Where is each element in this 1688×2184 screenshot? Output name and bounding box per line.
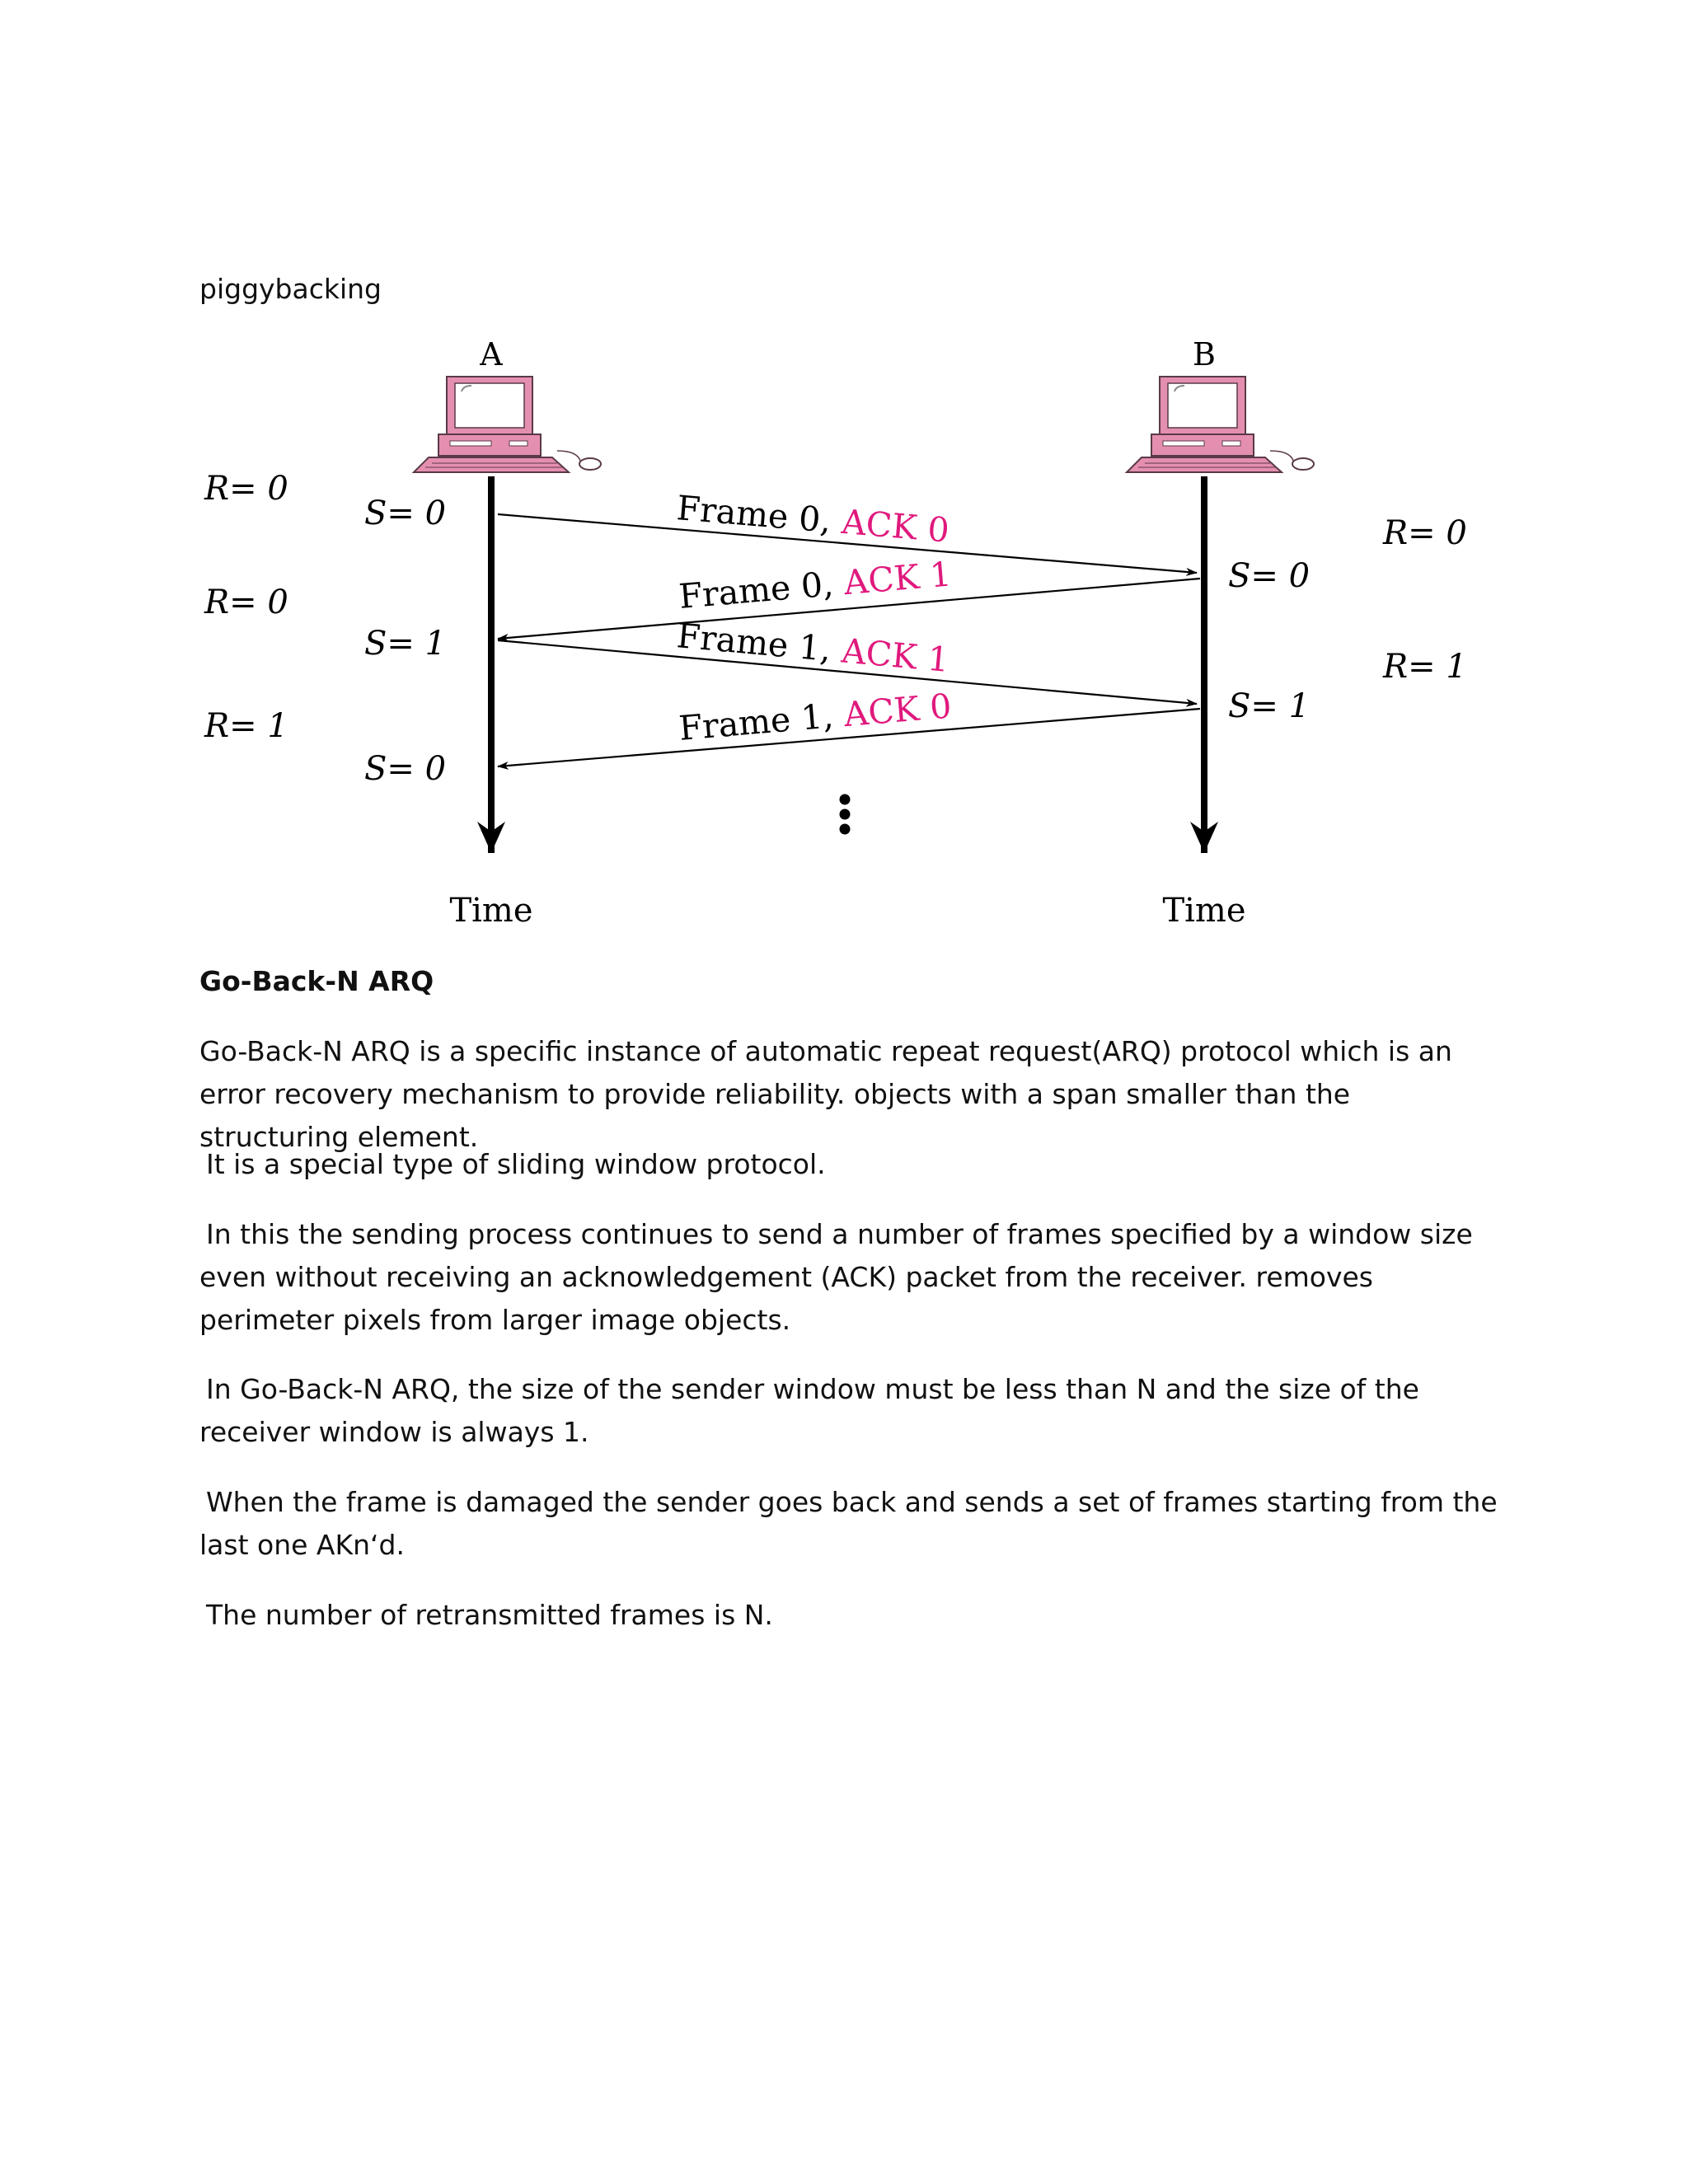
paragraph-4: In Go-Back-N ARQ, the size of the sender window must be less than N and the size of the receiver window is always 1.	[199, 1373, 1419, 1448]
right-s-state-2: S= 1	[1228, 687, 1311, 725]
paragraph-2: It is a special type of sliding window protocol.	[206, 1148, 826, 1180]
paragraph-6: The number of retransmitted frames is N.	[206, 1599, 773, 1631]
left-s-state-3: S= 0	[364, 750, 447, 788]
left-r-state-3: R= 1	[204, 707, 288, 745]
left-r-state-2: R= 0	[204, 583, 288, 621]
right-r-state-1: R= 0	[1383, 514, 1467, 552]
paragraph-1: Go-Back-N ARQ is a specific instance of automatic repeat request(ARQ) protocol which is an error recovery mechanism to provide reliability. objects with a span smaller than the structuring element.	[199, 1035, 1452, 1153]
frame-label-4-frame: Frame 1,	[677, 695, 846, 748]
continuation-dots-icon	[840, 794, 851, 835]
station-b-label: B	[1193, 336, 1216, 373]
frame-label-4-ack: ACK 0	[842, 686, 954, 735]
right-r-state-2: R= 1	[1383, 648, 1467, 686]
section-heading: Go-Back-N ARQ	[199, 965, 434, 997]
left-s-state-2: S= 1	[364, 625, 447, 663]
computer-b-icon	[1127, 377, 1314, 472]
frame-label-1-frame: Frame 0,	[675, 488, 844, 541]
piggybacking-diagram	[190, 326, 1541, 952]
time-label-a: Time	[449, 892, 533, 930]
paragraph-5: When the frame is damaged the sender goes back and sends a set of frames starting from the last one AKn‘d.	[199, 1486, 1498, 1561]
left-r-state-1: R= 0	[204, 470, 288, 508]
frame-label-2-ack: ACK 1	[842, 554, 954, 603]
station-a-label: A	[480, 336, 503, 373]
left-s-state-1: S= 0	[364, 494, 447, 532]
frame-label-4	[678, 686, 953, 748]
frame-label-3-frame: Frame 1,	[675, 616, 844, 671]
frame-label-2-frame: Frame 0,	[677, 563, 846, 616]
time-label-b: Time	[1162, 892, 1246, 930]
frame-label-1-ack: ACK 0	[840, 501, 951, 551]
right-s-state-1: S= 0	[1228, 557, 1311, 595]
frame-label-2	[678, 554, 953, 616]
frame-label-3-ack: ACK 1	[840, 630, 951, 681]
section-label: piggybacking	[199, 273, 382, 305]
frame-label-3	[675, 616, 951, 680]
computer-a-icon	[414, 377, 601, 472]
paragraph-3: In this the sending process continues to send a number of frames specified by a window size even without receiving an acknowledgement (ACK) packet from the receiver. removes perimeter pixels from larger image objects.	[199, 1218, 1473, 1336]
